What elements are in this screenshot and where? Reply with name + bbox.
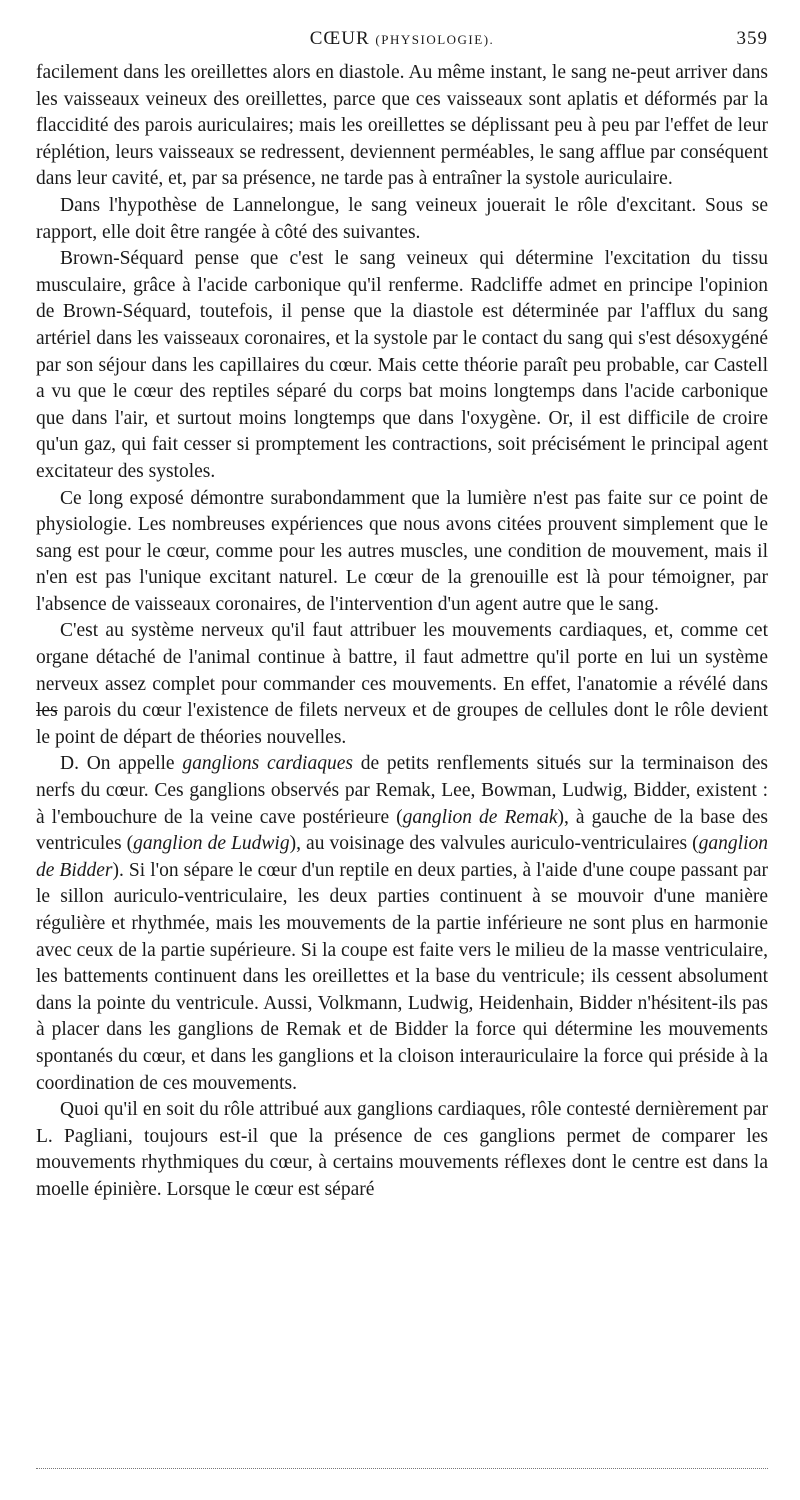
paragraph-5-part-b: parois du cœur l'existence de filets nerveux et de groupes de cellules dont le rôle devient le point de départ de théories nouvelles.	[36, 700, 768, 748]
paragraph-7: Quoi qu'il en soit du rôle attribué aux ganglions cardiaques, rôle contesté dernièrement par L. Pagliani, toujours est-il que la présence de ces ganglions permet de comparer les mouvements rhythmiques du cœur, à certains mouvements réflexes dont le centre est dans la moelle épinière. Lorsque le cœur est séparé	[36, 1099, 768, 1200]
p6-text-b: de petits renflements situés sur la terminaison des nerfs du cœur. Ces ganglions observés par Remak, Lee, Bowman, Ludwig, Bidder, existent : à l'embouchure de la veine cave postérieure (	[36, 753, 769, 828]
term-ganglion-de-ludwig: ganglion de Ludwig	[133, 833, 290, 855]
term-ganglions-cardiaques: ganglions cardiaques	[182, 753, 353, 775]
page-number: 359	[736, 28, 768, 49]
paragraph-5-part-a: C'est au système nerveux qu'il faut attribuer les mouvements cardiaques, et, comme cet organe détaché de l'animal continue à battre, il faut admettre qu'il porte en lui un système nerveux assez complet pour commander ces mouvements. En effet, l'anatomie a révélé dans	[36, 620, 768, 695]
footer-dotted-rule	[36, 1468, 768, 1469]
header-title-main: CŒUR	[309, 28, 370, 49]
paragraph-1: facilement dans les oreillettes alors en diastole. Au même instant, le sang ne-peut arriver dans les vaisseaux veineux des oreillettes, parce que ces vaisseaux sont aplatis et déformés par la flaccidité des parois auriculaires; mais les oreillettes se déplissant peu à peu par l'effet de leur réplétion, leurs vaisseaux se redressent, deviennent perméables, le sang afflue par conséquent dans leur cavité, et, par sa présence, ne tarde pas à entraîner la systole auriculaire.	[36, 62, 768, 190]
paragraph-5	[36, 618, 768, 751]
p6-text-c: ), à gauche de la base des ventricules (	[36, 806, 769, 855]
term-ganglion-de-bidder: ganglion de Bidder	[36, 833, 768, 881]
paragraph-2: Dans l'hypothèse de Lannelongue, le sang veineux jouerait le rôle d'excitant. Sous se rapport, elle doit être rangée à côté des suivantes.	[36, 194, 768, 243]
p6-text-a: D. On appelle	[60, 753, 183, 775]
paragraph-3: Brown-Séquard pense que c'est le sang veineux qui détermine l'excitation du tissu musculaire, grâce à l'acide carbonique qu'il renferme. Radcliffe admet en principe l'opinion de Brown-Séquard, toutefois, il pense que la diastole est déterminée par l'afflux du sang artériel dans les vaisseaux coronaires, et la systole par le contact du sang qui s'est désoxygéné par son séjour dans les capillaires du cœur. Mais cette théorie paraît peu probable, car Castell a vu que le cœur des reptiles séparé du corps bat moins longtemps dans l'acide carbonique que dans l'air, et surtout moins longtemps que dans l'oxygène. Or, il est difficile de croire qu'un gaz, qui fait cesser si promptement les contractions, soit précisément le principal agent excitateur des systoles.	[36, 248, 768, 482]
body-text	[36, 60, 768, 1204]
paragraph-6	[36, 751, 768, 1097]
running-header	[36, 28, 768, 54]
header-title	[310, 28, 495, 50]
header-title-subtitle: (PHYSIOLOGIE).	[375, 32, 495, 47]
struck-word: les	[36, 700, 58, 722]
page	[36, 28, 768, 1204]
paragraph-4: Ce long exposé démontre surabondamment que la lumière n'est pas faite sur ce point de physiologie. Les nombreuses expériences que nous avons citées prouvent simplement que le sang est pour le cœur, comme pour les autres muscles, une condition de mouvement, mais il n'en est pas l'unique excitant naturel. Le cœur de la grenouille est là pour témoigner, par l'absence de vaisseaux coronaires, de l'intervention d'un agent autre que le sang.	[36, 487, 768, 615]
p6-text-e: ). Si l'on sépare le cœur d'un reptile en deux parties, à l'aide d'une coupe passant par le sillon auriculo-ventriculaire, les deux parties continuent à se mouvoir d'une manière régulière et rhythmée, mais les mouvements de la partie inférieure ne sont plus en harmonie avec ceux de la partie supérieure. Si la coupe est faite vers le milieu de la masse ventriculaire, les battements continuent dans les oreillettes et la base du ventricule; ils cessent absolument dans la pointe du ventricule. Aussi, Volkmann, Ludwig, Heidenhain, Bidder n'hésitent-ils pas à placer dans les ganglions de Remak et de Bidder la force qui détermine les mouvements spontanés du cœur, et dans les ganglions et la cloison interauriculaire la force qui préside à la coordination de ces mouvements.	[36, 859, 768, 1094]
p6-text-d: ), au voisinage des valvules auriculo-ventriculaires (	[289, 833, 699, 855]
term-ganglion-de-remak: ganglion de Remak	[402, 806, 558, 828]
